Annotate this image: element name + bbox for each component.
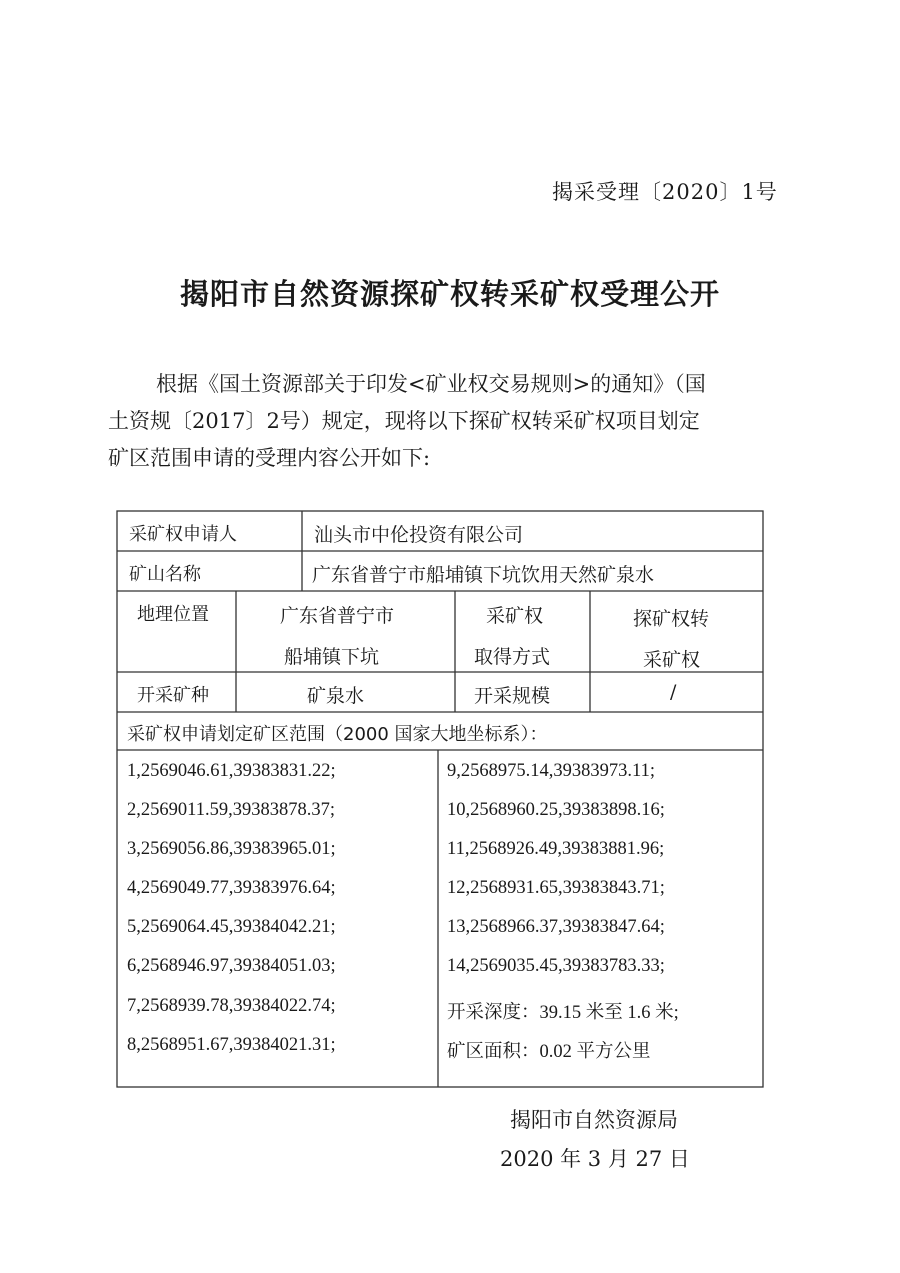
applicant-label: 采矿权申请人 [129, 524, 237, 545]
coord-left-2: 2,2569011.59,39383878.37; [127, 800, 335, 820]
coord-left-1: 1,2569046.61,39383831.22; [127, 761, 336, 781]
issuing-organization: 揭阳市自然资源局 [510, 1108, 678, 1132]
location-value-line-2: 船埔镇下坑 [284, 646, 380, 668]
coord-left-5: 5,2569064.45,39384042.21; [127, 917, 336, 937]
mining-area: 矿区面积：0.02 平方公里 [447, 1042, 651, 1062]
coord-right-13: 13,2568966.37,39383847.64; [447, 917, 665, 937]
coord-left-4: 4,2569049.77,39383976.64; [127, 878, 336, 898]
acquisition-value-line-2: 采矿权 [643, 649, 701, 671]
coord-left-6: 6,2568946.97,39384051.03; [127, 956, 336, 976]
issue-date: 2020 年 3 月 27 日 [500, 1147, 690, 1171]
intro-line-2: 土资规〔2017〕2号）规定，现将以下探矿权转采矿权项目划定 [108, 409, 700, 433]
mine-name-label: 矿山名称 [129, 564, 201, 585]
coord-right-14: 14,2569035.45,39383783.33; [447, 956, 665, 976]
coord-right-10: 10,2568960.25,39383898.16; [447, 800, 665, 820]
acquisition-label-line-1: 采矿权 [486, 605, 544, 627]
mineral-label: 开采矿种 [137, 685, 209, 706]
coord-left-3: 3,2569056.86,39383965.01; [127, 839, 336, 859]
coord-right-9: 9,2568975.14,39383973.11; [447, 761, 655, 781]
intro-paragraph [108, 366, 780, 477]
location-value-line-1: 广东省普宁市 [280, 605, 395, 627]
scale-label: 开采规模 [474, 685, 551, 707]
mineral-value: 矿泉水 [307, 685, 365, 707]
intro-line-1: 根据《国土资源部关于印发<矿业权交易规则>的通知》（国 [156, 372, 706, 396]
scale-value: / [670, 681, 677, 703]
page-title: 揭阳市自然资源探矿权转采矿权受理公开 [179, 277, 720, 311]
document-number: 揭采受理〔2020〕1号 [552, 180, 778, 204]
coord-left-7: 7,2568939.78,39384022.74; [127, 996, 336, 1016]
range-heading: 采矿权申请划定矿区范围（2000 国家大地坐标系）： [127, 724, 548, 745]
mine-name-value: 广东省普宁市船埔镇下坑饮用天然矿泉水 [312, 564, 655, 586]
acquisition-value-line-1: 探矿权转 [633, 608, 710, 630]
coord-right-12: 12,2568931.65,39383843.71; [447, 878, 665, 898]
location-label: 地理位置 [137, 604, 209, 625]
intro-line-3: 矿区范围申请的受理内容公开如下: [108, 446, 431, 470]
mining-depth: 开采深度：39.15 米至 1.6 米; [447, 1003, 679, 1023]
applicant-value: 汕头市中伦投资有限公司 [314, 524, 524, 546]
coord-right-11: 11,2568926.49,39383881.96; [447, 839, 665, 859]
acquisition-label-line-2: 取得方式 [474, 646, 551, 668]
coord-left-8: 8,2568951.67,39384021.31; [127, 1035, 336, 1055]
